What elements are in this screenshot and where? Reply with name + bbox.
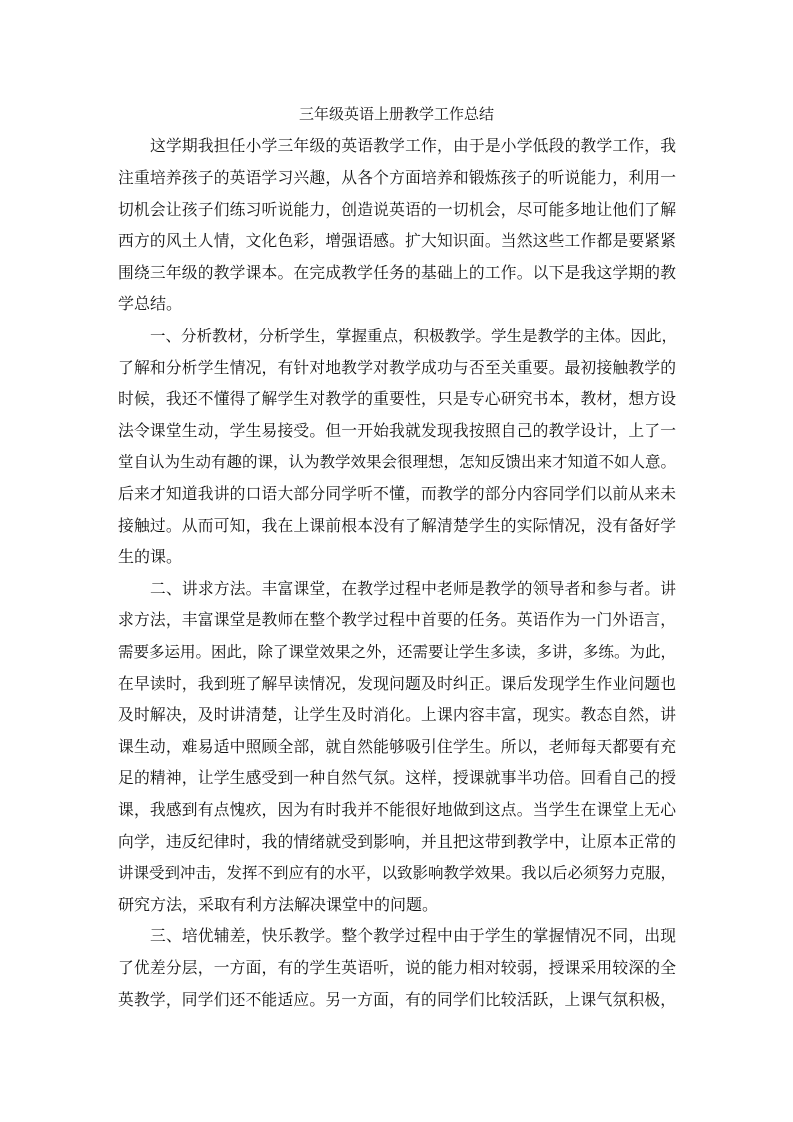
- paragraph-2-line-2: 了解和分析学生情况，有针对地教学对教学成功与否至关重要。最初接触教学的: [118, 358, 676, 377]
- paragraph-3-line-9: 向学，违反纪律时，我的情绪就受到影响，并且把这带到教学中，让原本正常的: [118, 832, 676, 851]
- paragraph-3-line-10: 讲课受到冲击，发挥不到应有的水平，以致影响教学效果。我以后必须努力克服，: [118, 864, 677, 882]
- paragraph-4-line-2: 了优差分层，一方面，有的学生英语听，说的能力相对较弱，授课采用较深的全: [118, 958, 676, 977]
- paragraph-3-line-4: 在早读时，我到班了解早读情况，发现问题及时纠正。课后发现学生作业问题也: [118, 674, 676, 693]
- paragraph-1-line-3: 切机会让孩子们练习听说能力，创造说英语的一切机会，尽可能多地让他们了解: [118, 200, 676, 219]
- paragraph-3-line-1: 二、讲求方法。丰富课堂，在教学过程中老师是教学的领导者和参与者。讲: [150, 579, 676, 598]
- paragraph-2-line-8: 生的课。: [118, 547, 183, 566]
- paragraph-4-line-3: 英教学，同学们还不能适应。另一方面，有的同学们比较活跃，上课气氛积极，: [118, 990, 676, 1009]
- paragraph-3-line-8: 课，我感到有点愧疚，因为有时我并不能很好地做到这点。当学生在课堂上无心: [118, 800, 676, 819]
- paragraph-3-line-7: 足的精神，让学生感受到一种自然气氛。这样，授课就事半功倍。回看自己的授: [118, 768, 676, 787]
- paragraph-3-line-5: 及时解决，及时讲清楚，让学生及时消化。上课内容丰富，现实。教态自然，讲: [118, 705, 676, 724]
- paragraph-1-line-5: 围绕三年级的教学课本。在完成教学任务的基础上的工作。以下是我这学期的教: [118, 263, 676, 282]
- paragraph-4-line-1: 三、培优辅差，快乐教学。整个教学过程中由于学生的掌握情况不同，出现: [150, 926, 676, 945]
- paragraph-3-line-2: 求方法，丰富课堂是教师在整个教学过程中首要的任务。英语作为一门外语言，: [118, 610, 676, 629]
- paragraph-3-line-3: 需要多运用。困此，除了课堂效果之外，还需要让学生多读，多讲，多练。为此，: [118, 643, 677, 661]
- paragraph-2-line-1: 一、分析教材，分析学生，掌握重点，积极教学。学生是教学的主体。因此，: [150, 327, 678, 345]
- paragraph-1-line-1: 这学期我担任小学三年级的英语教学工作，由于是小学低段的教学工作，我: [150, 136, 676, 155]
- document-title: 三年级英语上册教学工作总结: [298, 105, 494, 123]
- paragraph-2-line-7: 接触过。从而可知，我在上课前根本没有了解清楚学生的实际情况，没有备好学: [118, 516, 676, 535]
- paragraph-1-line-2: 注重培养孩子的英语学习兴趣，从各个方面培养和锻炼孩子的听说能力，利用一: [118, 168, 676, 187]
- paragraph-2-line-4: 法令课堂生动，学生易接受。但一开始我就发现我按照自己的教学设计，上了一: [118, 421, 676, 440]
- paragraph-2-line-5: 堂自认为生动有趣的课，认为教学效果会很理想，怎知反馈出来才知道不如人意。: [118, 453, 677, 471]
- paragraph-1-line-6: 学总结。: [118, 294, 183, 313]
- paragraph-2-line-3: 时候，我还不懂得了解学生对教学的重要性，只是专心研究书本，教材，想方设: [118, 389, 676, 408]
- paragraph-3-line-6: 课生动，难易适中照顾全部，就自然能够吸引住学生。所以，老师每天都要有充: [118, 737, 676, 756]
- paragraph-1-line-4: 西方的风土人情，文化色彩，增强语感。扩大知识面。当然这些工作都是要紧紧: [118, 231, 676, 250]
- paragraph-3-line-11: 研究方法，采取有利方法解决课堂中的问题。: [118, 895, 439, 914]
- paragraph-2-line-6: 后来才知道我讲的口语大部分同学听不懂，而教学的部分内容同学们以前从来未: [118, 484, 676, 503]
